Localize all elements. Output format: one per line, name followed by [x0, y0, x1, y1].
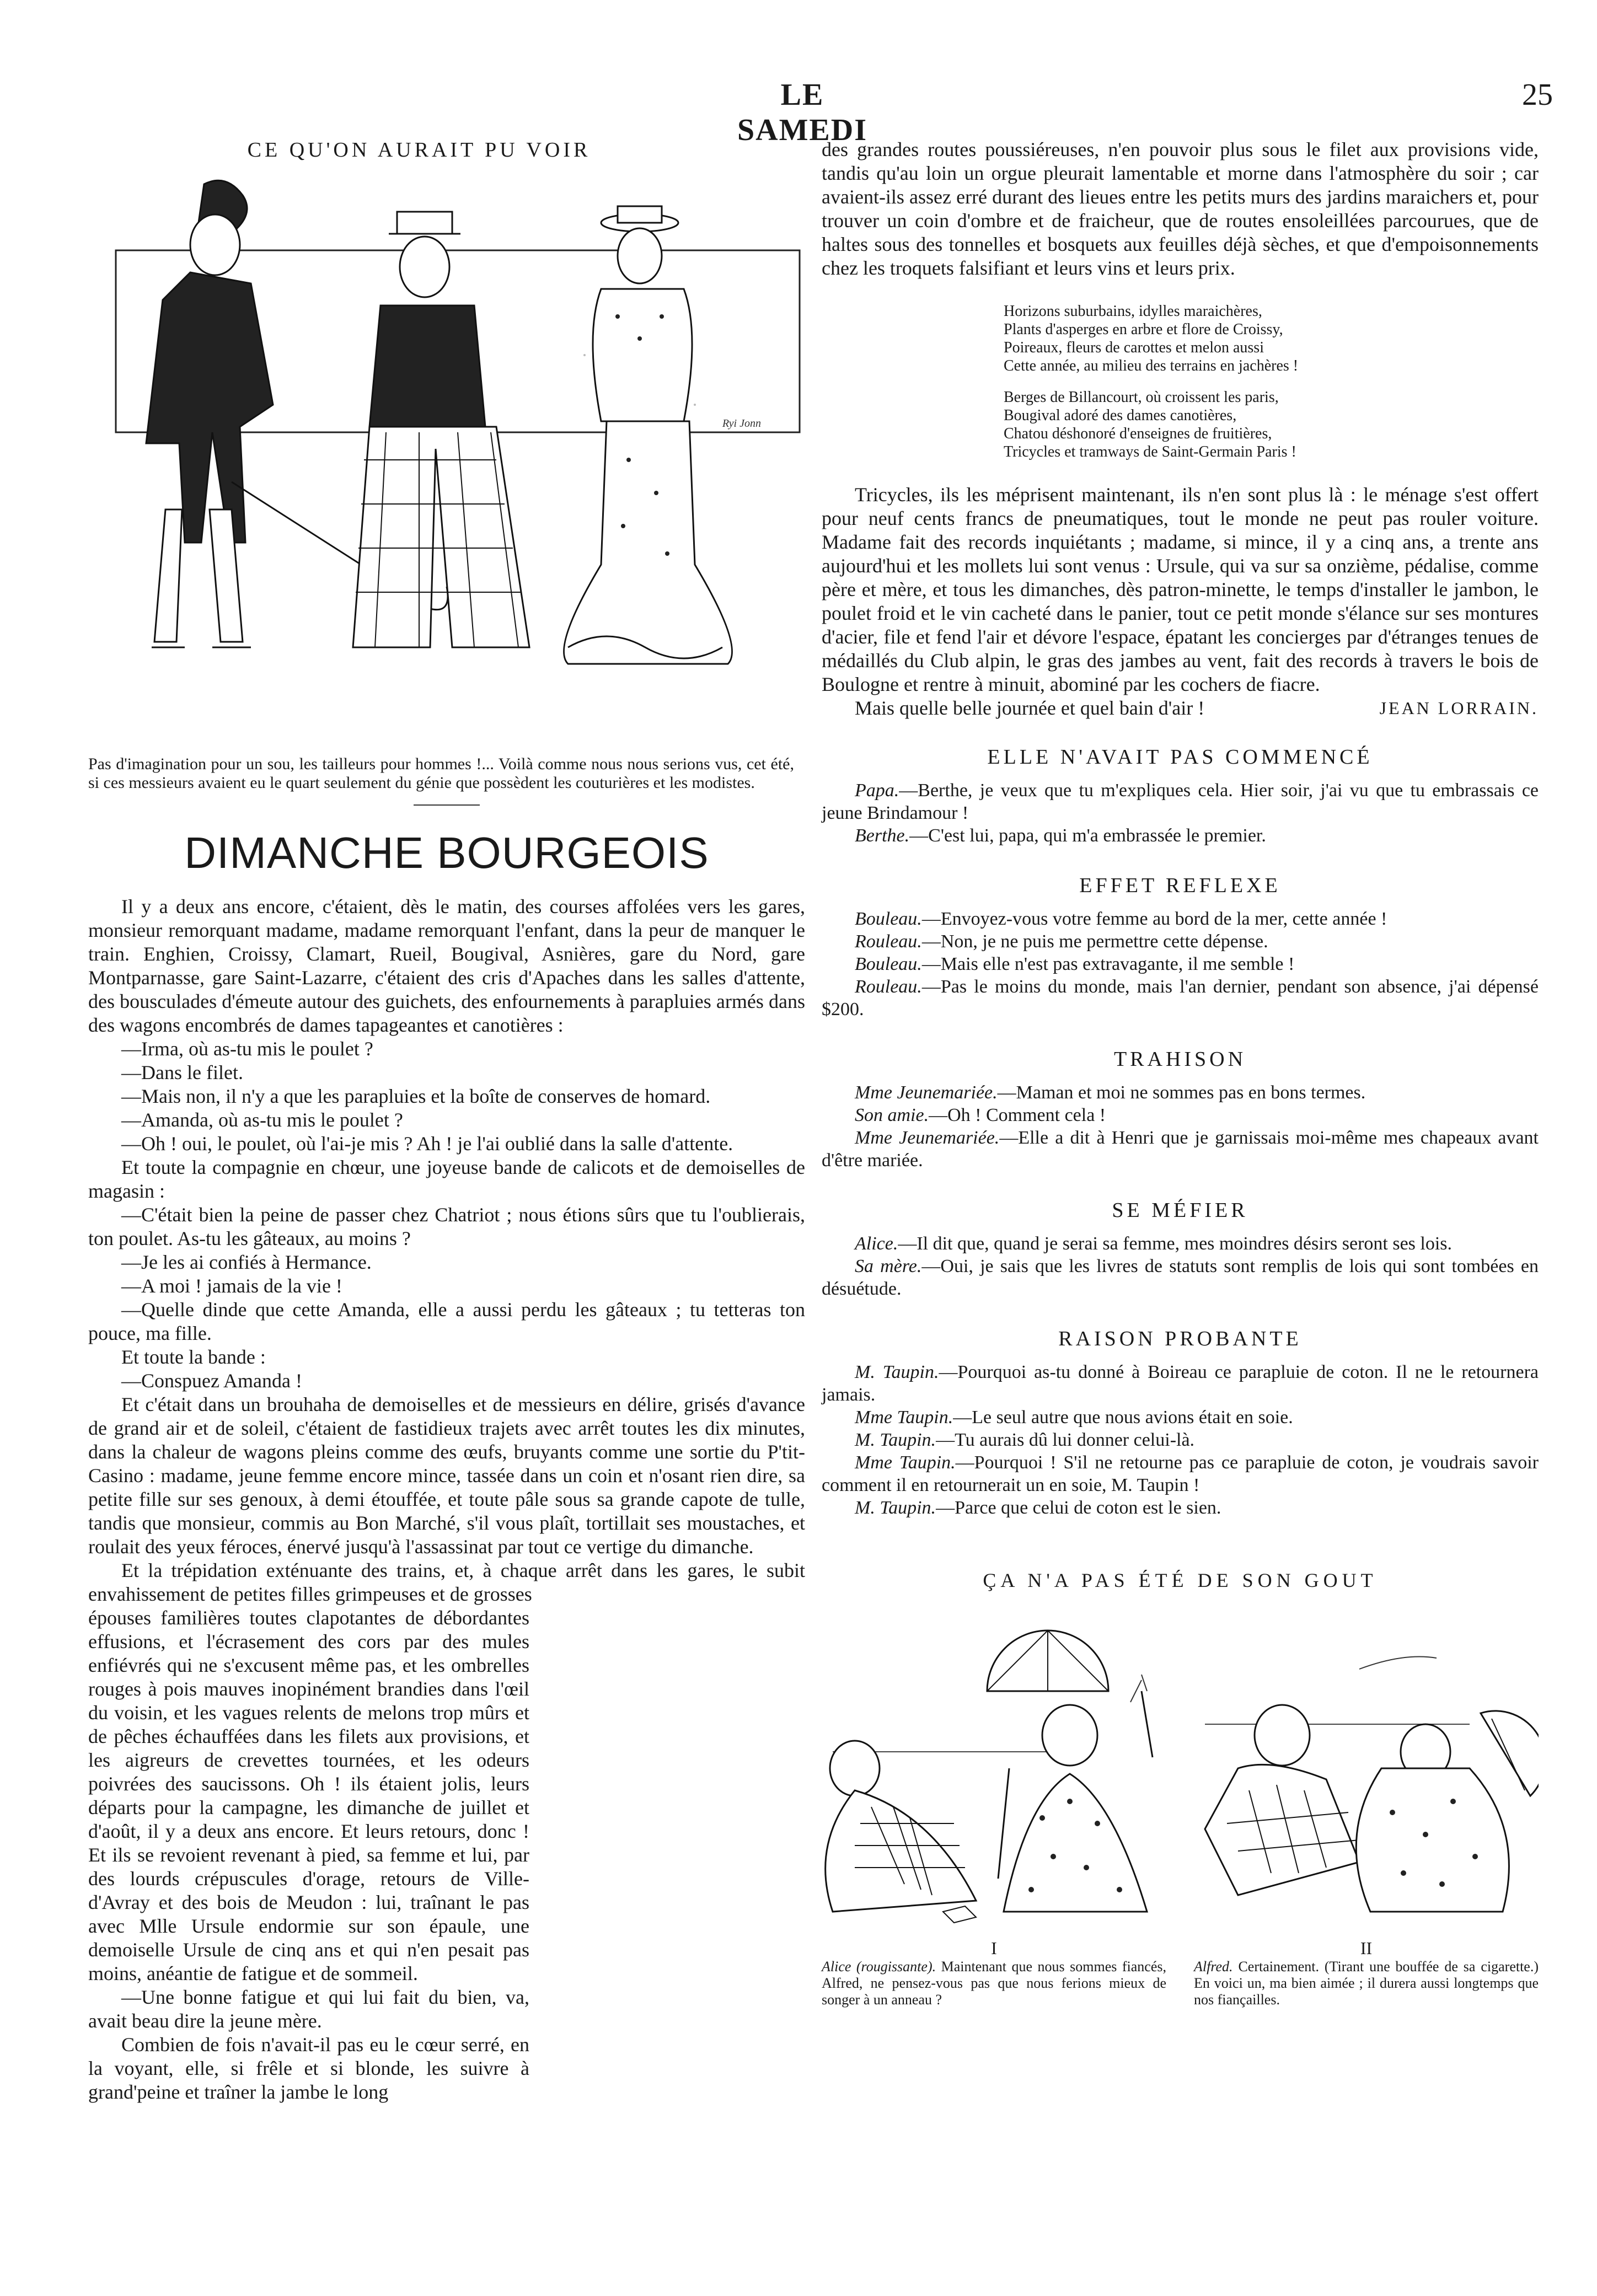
dialogue-text: —Mais elle n'est pas extravagante, il me semble ! [921, 954, 1295, 974]
paragraph: Et la trépidation exténuante des trains, et, à chaque arrêt dans les gares, le subit envahissement de petites filles grimpeuses et de grosses [88, 1559, 805, 1605]
paragraph: —Dans le filet. [121, 1061, 243, 1083]
dialogue-line [822, 975, 1539, 1021]
paragraph: —A moi ! jamais de la vie ! [121, 1275, 342, 1297]
cartoon2-title: ÇA N'A PAS ÉTÉ DE SON GOUT [983, 1569, 1378, 1591]
speaker-name: M. Taupin. [855, 1498, 936, 1518]
anecdote-dialogue [822, 1081, 1539, 1172]
paragraph: —Oh ! oui, le poulet, où l'ai-je mis ? Ah ! je l'ai oublié dans la salle d'attente. [121, 1133, 733, 1155]
dialogue-line [822, 1496, 1539, 1519]
speaker-name: Mme Taupin. [855, 1452, 956, 1473]
paragraph: —Conspuez Amanda ! [121, 1370, 302, 1392]
beach-couple-illustration-1 [822, 1625, 1166, 1934]
anecdote-title: ELLE N'AVAIT PAS COMMENCÉ [987, 745, 1373, 769]
dialogue-line [822, 1104, 1539, 1126]
verse-line: Cette année, au milieu des terrains en jachères ! [1004, 357, 1299, 374]
dialogue-text: —Maman et moi ne sommes pas en bons termes. [997, 1082, 1366, 1103]
figure-man-plaid-trousers [353, 212, 529, 647]
right-column [822, 138, 1539, 2008]
paragraph: Combien de fois n'avait-il pas eu le cœur serré, en la voyant, elle, si frêle et si blonde, les suivre à grand'peine et traîner la jambe le long [88, 2034, 529, 2103]
paragraph: —Je les ai confiés à Hermance. [121, 1251, 372, 1273]
verse-line: Tricycles et tramways de Saint-Germain Paris ! [1004, 443, 1296, 460]
cartoon-panel-1 [822, 1625, 1166, 2008]
paragraph: Il y a deux ans encore, c'étaient, dès le matin, des courses affolées vers les gares, monsieur remorquant madame, madame remorquant l'enfant, dans la peur de manquer le train. Enghien, Croissy, Clamart, Rueil, Bougival, Asnières, gare du Nord, gare Montparnasse, gare Saint-Lazarre, c'étaient des cris d'Apaches dans les salles d'attente, des bousculades d'émeute autour des guichets, des enfournements à parapluies armés dans des wagons encombrés de dames tapageantes et canotières : [88, 895, 805, 1036]
dialogue-text: —Le seul autre que nous avions était en soie. [953, 1407, 1293, 1428]
paragraph: —Quelle dinde que cette Amanda, elle a aussi perdu les gâteaux ; tu tetteras ton pouce, ma fille. [88, 1299, 805, 1344]
paragraph: —Une bonne fatigue et qui lui fait du bien, va, avait beau dire la jeune mère. [88, 1986, 529, 2032]
panel-text: Certainement. (Tirant une bouffée de sa cigarette.) En voici un, ma bien aimée ; il durera aussi longtemps que nos fiançailles. [1194, 1959, 1539, 2008]
anecdote-block [822, 1198, 1539, 1300]
speaker-name: Mme Taupin. [855, 1407, 953, 1428]
paragraph: Et c'était dans un brouhaha de demoiselles et de messieurs en délire, grisés d'avance de grand air et de soleil, c'étaient de fastidieux trajets avec arrêt toutes les dix minutes, dans la chaleur de wagons pleins comme des œufs, bruyants comme une sortie du P'tit-Casino : madame, jeune femme encore mince, tassée dans un coin et n'osant rien dire, sa petite fille sur ses genoux, à demi étouffée, et toute pâle sous sa grande capote de tulle, tandis que monsieur, commis au Bon Marché, s'il vous plaît, tortillait ses moustaches, et roulait des yeux féroces, énervé jusqu'à l'assassinat par tout ce vertige du dimanche. [88, 1393, 805, 1558]
article-right-body [822, 483, 1539, 720]
dialogue-text: —Berthe, je veux que tu m'expliques cela. Hier soir, j'ai vu que tu embrassais ce jeune Brindamour ! [822, 780, 1539, 823]
panel-text: Maintenant que nous sommes fiancés, Alfred, ne pensez-vous pas que nous ferions mieux de songer à un anneau ? [822, 1959, 1166, 2008]
panel-speaker: Alice (rougissante). [822, 1959, 936, 1975]
verse-line: Plants d'asperges en arbre et flore de Croissy, [1004, 321, 1283, 338]
panel-caption [1194, 1959, 1539, 2008]
article-body-narrow [88, 1606, 529, 2104]
divider [414, 804, 480, 806]
page-number: 25 [1522, 78, 1553, 112]
panel-speaker: Alfred. [1194, 1959, 1233, 1975]
anecdote-dialogue [822, 779, 1539, 847]
speaker-name: Alice. [855, 1233, 898, 1254]
author-signature: JEAN LORRAIN. [1379, 698, 1539, 718]
verse-line: Poireaux, fleurs de carottes et melon aussi [1004, 339, 1264, 356]
verse-line: Berges de Billancourt, où croissent les paris, [1004, 389, 1279, 406]
dialogue-line [822, 1451, 1539, 1496]
dialogue-line [822, 1081, 1539, 1104]
article-body-wide [88, 895, 805, 1606]
dialogue-text: —Elle a dit à Henri que je garnissais moi-même mes chapeaux avant d'être mariée. [822, 1128, 1539, 1171]
paragraph: —Mais non, il n'y a que les parapluies et la boîte de conserves de homard. [121, 1085, 711, 1107]
dialogue-text: —Pourquoi as-tu donné à Boireau ce parapluie de coton. Il ne le retournera jamais. [822, 1362, 1539, 1405]
panel-caption [822, 1959, 1166, 2008]
anecdote-dialogue [822, 1361, 1539, 1519]
fashion-cartoon-illustration [88, 173, 805, 741]
dialogue-line [822, 930, 1539, 953]
paragraph: Mais quelle belle journée et quel bain d'air ! [855, 697, 1205, 719]
speaker-name: Rouleau. [855, 977, 922, 997]
anecdote-block [822, 745, 1539, 847]
speaker-name: M. Taupin. [855, 1362, 939, 1382]
dialogue-line [822, 1429, 1539, 1451]
dialogue-line [822, 824, 1539, 847]
speaker-name: M. Taupin. [855, 1430, 936, 1450]
paragraph: épouses familières toutes clapotantes de débordantes effusions, et l'écrasement des cors par des mules enfiévrés qui ne s'excusent même pas, et les ombrelles rouges à pois mauves inopinément brandies dans l'œil du voisin, et les vagues relents de melons trop mûrs et de pêches échauffées dans les filets aux provisions, et les aigreurs de crevettes tournées, et les odeurs poivrées des saucissons. Oh ! ils étaient jolis, leurs départs pour la campagne, les dimanche de juillet et d'août, il y a deux ans encore. Et leurs retours, donc ! Et ils se revoient revenant à pied, sa femme et lui, par des lourds crépuscules d'orage, retours de Ville-d'Avray et des bois de Meudon : lui, traînant le pas avec Mlle Ursule endormie sur son épaule, une demoiselle Ursule de cinq ans et qui n'en pesait pas moins, anéantie de fatigue et de sommeil. [88, 1607, 529, 1984]
verse-line: Bougival adoré des dames canotières, [1004, 407, 1237, 424]
paragraph: Et toute la bande : [121, 1346, 266, 1368]
dialogue-text: —Tu aurais dû lui donner celui-là. [936, 1430, 1195, 1450]
dialogue-line [822, 908, 1539, 930]
artist-signature: Ryi Jonn [722, 417, 761, 430]
paragraph: Tricycles, ils les méprisent maintenant, ils n'en sont plus là : le ménage s'est offert pour neuf cents francs de pneumatiques, tout le monde ne peut pas rouler voiture. Madame fait des records inquiétants ; madame, si mince, il y a cinq ans, a trente ans aujourd'hui et les mollets lui sont venus : Ursule, qui va sur sa onzième, pédalise, comme père et mère, et tous les dimanches, dès patron-minette, le temps d'installer le jambon, le poulet froid et le vin cacheté dans le panier, tout ce petit monde s'élance sur ses montures d'acier, file et fend l'air et dévore l'espace, épatant les concierges par d'étranges tenues de médaillés du Club alpin, le gras des jambes au vent, fait des records à travers le bois de Boulogne et rentre à minuit, abominé par les cochers de fiacre. [822, 484, 1539, 695]
anecdote-title: RAISON PROBANTE [1058, 1327, 1302, 1350]
panel-number: II [1360, 1938, 1373, 1958]
panel-number: I [991, 1938, 997, 1958]
dialogue-text: —Parce que celui de coton est le sien. [936, 1498, 1221, 1518]
dialogue-text: —Non, je ne puis me permettre cette dépense. [921, 931, 1268, 952]
anecdote-title: SE MÉFIER [1112, 1199, 1248, 1222]
dialogue-line [822, 779, 1539, 824]
dialogue-text: —Il dit que, quand je serai sa femme, mes moindres désirs seront ses lois. [898, 1233, 1453, 1254]
cartoon2-panels [822, 1625, 1539, 2008]
anecdote-block [822, 1047, 1539, 1172]
dialogue-line [822, 953, 1539, 975]
anecdote-block [822, 1327, 1539, 1519]
paragraph: —Amanda, où as-tu mis le poulet ? [121, 1109, 403, 1131]
dialogue-text: —Envoyez-vous votre femme au bord de la mer, cette année ! [921, 909, 1387, 929]
article-title: DIMANCHE BOURGEOIS [184, 828, 709, 877]
anecdote-dialogue [822, 1232, 1539, 1300]
verse-stanza-1 [1004, 302, 1539, 375]
dialogue-line [822, 1126, 1539, 1172]
speaker-name: Mme Jeunemariée. [855, 1128, 1000, 1148]
left-column [88, 138, 805, 2104]
speaker-name: Papa. [855, 780, 899, 801]
dialogue-text: —Oui, je sais que les livres de statuts sont remplis de lois qui sont tombées en désuétude. [822, 1256, 1539, 1299]
anecdote-dialogue [822, 908, 1539, 1021]
speaker-name: Son amie. [855, 1105, 929, 1125]
paragraph: —C'était bien la peine de passer chez Chatriot ; nous étions sûrs que tu l'oublierais, ton poulet. As-tu les gâteaux, au moins ? [88, 1204, 805, 1249]
verse-line: Horizons suburbains, idylles maraichères, [1004, 303, 1262, 320]
speaker-name: Mme Jeunemariée. [855, 1082, 998, 1103]
cartoon1-caption: Pas d'imagination pour un sou, les tailleurs pour hommes !... Voilà comme nous nous serions vus, cet été, si ces messieurs avaient eu le quart seulement du génie que possèdent les couturières et les modistes. [88, 755, 794, 792]
paragraph: Et toute la compagnie en chœur, une joyeuse bande de calicots et de demoiselles de magasin : [88, 1156, 805, 1202]
anecdote-title: EFFET REFLEXE [1079, 874, 1281, 897]
verse-stanza-2 [1004, 388, 1539, 461]
speaker-name: Bouleau. [855, 909, 922, 929]
dialogue-line [822, 1232, 1539, 1255]
speaker-name: Rouleau. [855, 931, 922, 952]
dialogue-line [822, 1406, 1539, 1429]
verse-line: Chatou déshonoré d'enseignes de fruitières, [1004, 425, 1272, 442]
dialogue-line [822, 1361, 1539, 1406]
speaker-name: Berthe. [855, 825, 910, 846]
dialogue-line [822, 1255, 1539, 1300]
figure-woman-flared-skirt [564, 206, 732, 664]
dialogue-text: —Pourquoi ! S'il ne retourne pas ce parapluie de coton, je voudrais savoir comment il en retournerait un en soie, M. Taupin ! [822, 1452, 1539, 1495]
anecdotes-section [822, 745, 1539, 1519]
article-continuation: des grandes routes poussiéreuses, n'en pouvoir plus sous le filet aux provisions vide, tandis qu'au loin un orgue pleurait lamentable et morne dans l'atmosphère du soir ; car avaient-ils assez erré durant des lieues entre les petits murs des jardins maraichers et, pour trouver un coin d'ombre et de fraicheur, que de routes ensoleillées parcourues, que de haltes sous des tonnelles et bosquets aux feuilles déjà sèches, et que d'empoisonnements chez les troquets falsifiant et leurs vins et leurs prix. [822, 138, 1539, 279]
speaker-name: Sa mère. [855, 1256, 922, 1276]
cartoon1-title: CE QU'ON AURAIT PU VOIR [247, 138, 591, 162]
running-head: LE SAMEDI [737, 78, 868, 147]
cartoon-panel-2 [1194, 1625, 1539, 2008]
speaker-name: Bouleau. [855, 954, 922, 974]
dialogue-text: —Oh ! Comment cela ! [929, 1105, 1106, 1125]
paragraph: —Irma, où as-tu mis le poulet ? [121, 1038, 373, 1060]
beach-couple-illustration-2 [1194, 1625, 1539, 1934]
dialogue-text: —C'est lui, papa, qui m'a embrassée le premier. [909, 825, 1266, 846]
anecdote-block [822, 873, 1539, 1021]
dialogue-text: —Pas le moins du monde, mais l'an dernier, pendant son absence, j'ai dépensé $200. [822, 977, 1539, 1020]
anecdote-title: TRAHISON [1113, 1048, 1247, 1071]
